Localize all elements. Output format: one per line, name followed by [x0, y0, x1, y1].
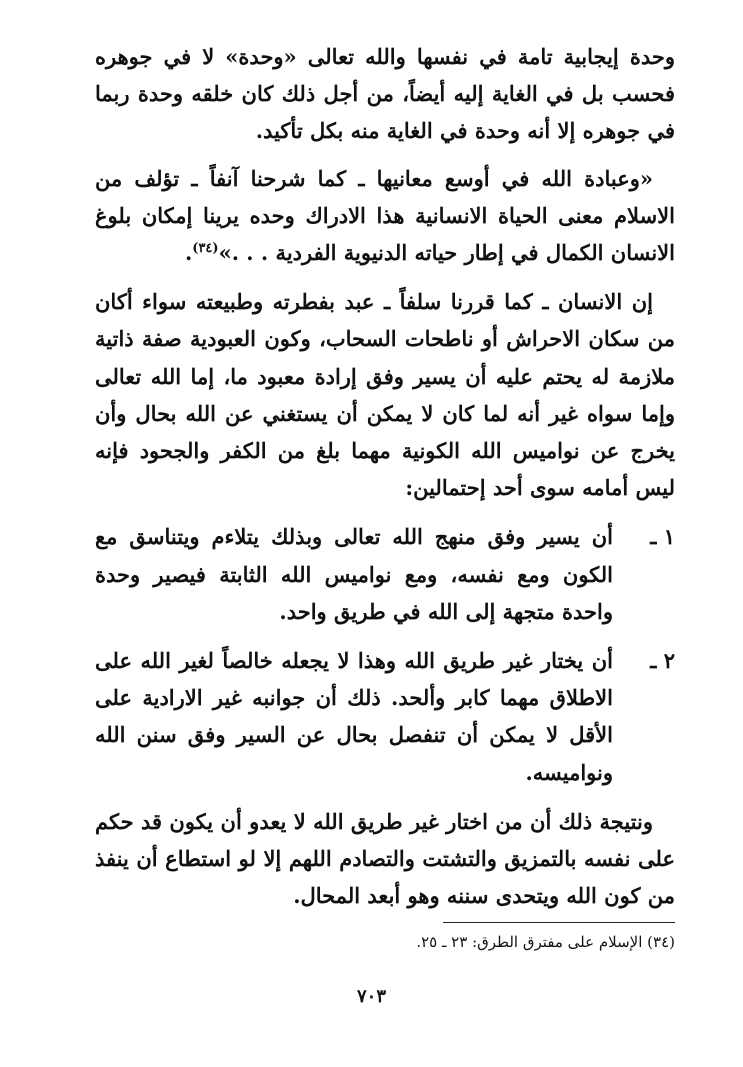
paragraph-1: وحدة إيجابية تامة في نفسها والله تعالى «وحدة» لا في جوهره فحسب بل في الغاية إليه أيضاً، من أجل ذلك كان خلقه وحدة ربما في جوهره إلا أنه وحدة في الغاية منه بكل تأكيد.: [95, 44, 675, 144]
list-item-2: [95, 642, 675, 791]
page-number: ٧٠٣: [356, 986, 386, 1007]
paragraph-2-quote: [95, 160, 675, 272]
paragraph-2-end: .: [184, 240, 193, 266]
list-item-1: [95, 518, 675, 630]
page-body: [95, 38, 675, 914]
list-item-1-text: أن يسير وفق منهج الله تعالى وبذلك يتلاءم ويتناسق مع الكون ومع نفسه، ومع نواميس الله الثابتة فيصير وحدة واحدة متجهة إلى الله في طريق واحد.: [95, 524, 613, 624]
footnote-divider: [443, 922, 675, 923]
list-item-2-number: ٢ ـ: [650, 648, 675, 674]
paragraph-3: إن الانسان ـ كما قررنا سلفاً ـ عبد بفطرته وطبيعته سواء أكان من سكان الاحراش أو ناطحات السحاب، وكون العبودية صفة ذاتية ملازمة له يحتم عليه أن يسير وفق إرادة معبود ما، إما الله تعالى وإما سواه غير أنه لما كان لا يمكن أن يستغني عن الله بحال وأن يخرج عن نواميس الله الكونية مهما بلغ من الكفر والجحود فإنه ليس أمامه سوى أحد إحتمالين:: [95, 289, 675, 501]
list-item-1-number: ١ ـ: [650, 524, 675, 550]
paragraph-2-text: «وعبادة الله في أوسع معانيها ـ كما شرحنا آنفاً ـ تؤلف من الاسلام معنى الحياة الانسانية هذا الادراك وحده يرينا إمكان بلوغ الانسان الكمال في إطار حياته الدنيوية الفردية . . .»: [95, 165, 675, 266]
paragraph-4: ونتيجة ذلك أن من اختار غير طريق الله لا يعدو أن يكون قد حكم على نفسه بالتمزيق والتشتت والتصادم اللهم إلا لو استطاع أن ينفذ من كون الله ويتحدى سننه وهو أبعد المحال.: [95, 808, 675, 909]
list-item-2-text: أن يختار غير طريق الله وهذا لا يجعله خالصاً لغير الله على الاطلاق مهما كابر وألحد. ذلك أن جوانبه غير الارادية على الأقل لا يمكن أن تنفصل بحال عن السير وفق سنن الله ونواميسه.: [95, 648, 613, 785]
footnote-reference: (٣٤): [192, 241, 219, 257]
footnote: (٣٤) الإسلام على مفترق الطرق: ٢٣ ـ ٢٥.: [416, 933, 675, 951]
